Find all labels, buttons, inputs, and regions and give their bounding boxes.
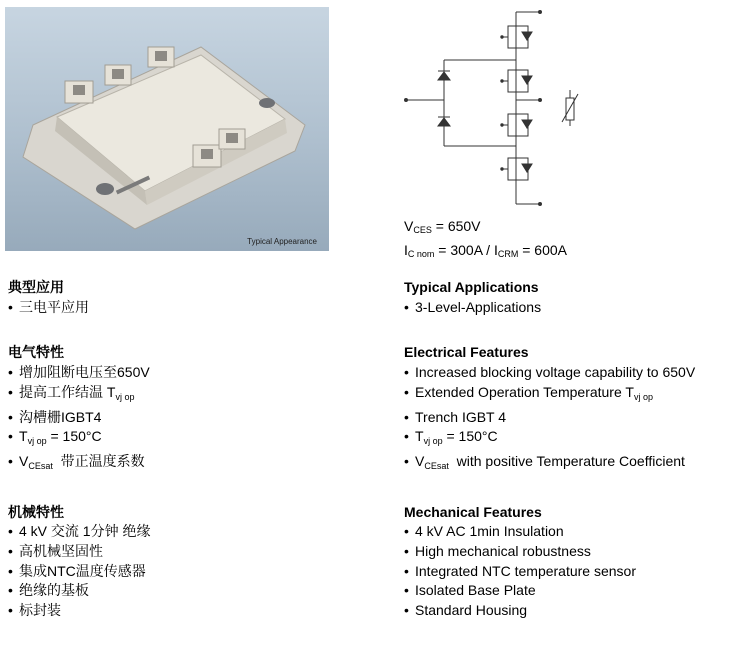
bullet: •: [404, 523, 409, 540]
feature-text: 4 kV 交流 1分钟 绝缘: [19, 523, 151, 540]
bullet: •: [404, 562, 409, 579]
section-heading: 电气特性: [8, 344, 64, 361]
bullet: •: [8, 452, 13, 469]
feature-text: 沟槽栅IGBT4: [19, 408, 102, 425]
bullet: •: [404, 602, 409, 619]
mechanical-features-en: [404, 503, 695, 621]
bullet: •: [8, 543, 13, 560]
feature-item: [404, 601, 695, 621]
feature-item: [8, 408, 150, 428]
feature-item: [8, 363, 150, 383]
feature-text: 集成NTC温度传感器: [19, 562, 146, 579]
feature-item: [8, 522, 150, 542]
feature-item: [8, 562, 150, 582]
bullet: •: [404, 428, 409, 445]
igbt-module-illustration: [5, 7, 329, 251]
feature-subscript: vj op: [423, 436, 443, 447]
bullet: •: [8, 364, 13, 381]
bullet: •: [404, 543, 409, 560]
mechanical-features-cn: [8, 503, 150, 621]
ic-symbol: I: [404, 242, 408, 258]
vces-rating: [404, 216, 567, 240]
feature-item: [8, 383, 150, 408]
feature-text: 3-Level-Applications: [415, 298, 542, 315]
bullet: •: [8, 562, 13, 579]
section-heading: Electrical Features: [404, 344, 529, 361]
feature-item: [8, 427, 150, 452]
ic-subscript: C nom: [407, 249, 435, 259]
bullet: •: [8, 383, 13, 400]
feature-text: Extended Operation Temperature T: [415, 383, 634, 400]
bullet: •: [8, 523, 13, 540]
feature-text: T: [19, 428, 28, 445]
feature-item: [404, 427, 695, 452]
feature-subscript: vj op: [633, 391, 653, 402]
bullet: •: [8, 582, 13, 599]
vces-value: = 650V: [431, 218, 481, 234]
bullet: •: [404, 452, 409, 469]
icrm-subscript: CRM: [497, 249, 519, 259]
feature-text: High mechanical robustness: [415, 543, 591, 560]
bullet: •: [404, 364, 409, 381]
bullet: •: [8, 298, 13, 315]
bullet: •: [8, 602, 13, 619]
bullet: •: [404, 408, 409, 425]
feature-text: 增加阻断电压至650V: [19, 364, 150, 381]
feature-text: 4 kV AC 1min Insulation: [415, 523, 564, 540]
feature-item: [8, 581, 150, 601]
clamp-diode-upper: [438, 72, 450, 80]
key-ratings: [404, 216, 567, 264]
feature-item: [404, 383, 695, 408]
feature-text-suffix: = 150°C: [442, 428, 498, 445]
feature-item: [404, 522, 695, 542]
electrical-features-cn: [8, 343, 150, 476]
feature-text: Integrated NTC temperature sensor: [415, 562, 636, 579]
feature-subscript: CEsat: [424, 460, 449, 471]
ic-value: = 300A / I: [434, 242, 498, 258]
feature-item: [8, 601, 150, 621]
features-english: [404, 278, 695, 621]
feature-item: [404, 298, 695, 318]
feature-item: [8, 298, 150, 318]
feature-item: [404, 542, 695, 562]
feature-subscript: vj op: [27, 436, 47, 447]
feature-text: Trench IGBT 4: [415, 408, 507, 425]
photo-caption: Typical Appearance: [247, 237, 317, 246]
section-heading: Mechanical Features: [404, 503, 542, 520]
feature-item: [404, 363, 695, 383]
feature-text: 高机械坚固性: [19, 543, 103, 560]
ntc-thermistor-symbol: [562, 90, 578, 126]
feature-subscript: vj op: [115, 391, 135, 402]
section-heading: 典型应用: [8, 279, 64, 295]
typical-applications-cn: [8, 278, 150, 317]
bullet: •: [404, 582, 409, 599]
circuit-schematic: [398, 8, 598, 208]
bullet: •: [404, 383, 409, 400]
feature-text-suffix: 带正温度系数: [52, 452, 145, 469]
icrm-value: = 600A: [518, 242, 567, 258]
feature-subscript: CEsat: [28, 460, 53, 471]
feature-text-suffix: with positive Temperature Coefficient: [448, 452, 685, 469]
feature-text: 提高工作结温 T: [19, 383, 116, 400]
feature-text: 标封装: [19, 602, 61, 619]
bullet: •: [8, 428, 13, 445]
feature-item: [404, 452, 695, 477]
feature-text: V: [415, 452, 425, 469]
feature-text: Standard Housing: [415, 602, 528, 619]
feature-item: [8, 452, 150, 477]
feature-text: 绝缘的基板: [19, 582, 89, 599]
feature-text: Isolated Base Plate: [415, 582, 536, 599]
features-chinese: [8, 278, 150, 621]
feature-item: [404, 408, 695, 428]
feature-item: [404, 562, 695, 582]
feature-text: 三电平应用: [19, 298, 89, 315]
vces-subscript: CES: [413, 225, 432, 235]
ic-rating: [404, 240, 567, 264]
electrical-features-en: [404, 343, 695, 476]
bullet: •: [8, 408, 13, 425]
feature-item: [8, 542, 150, 562]
feature-text: Increased blocking voltage capability to 650V: [415, 364, 696, 381]
feature-item: [404, 581, 695, 601]
feature-text: T: [415, 428, 424, 445]
feature-text: V: [19, 452, 29, 469]
feature-text-suffix: = 150°C: [46, 428, 102, 445]
section-heading: 机械特性: [8, 503, 64, 520]
clamp-diode-lower: [438, 118, 450, 126]
section-heading: Typical Applications: [404, 279, 539, 295]
bullet: •: [404, 298, 409, 315]
typical-applications-en: [404, 278, 695, 317]
product-photo: [5, 7, 329, 251]
vces-symbol: V: [404, 218, 414, 234]
